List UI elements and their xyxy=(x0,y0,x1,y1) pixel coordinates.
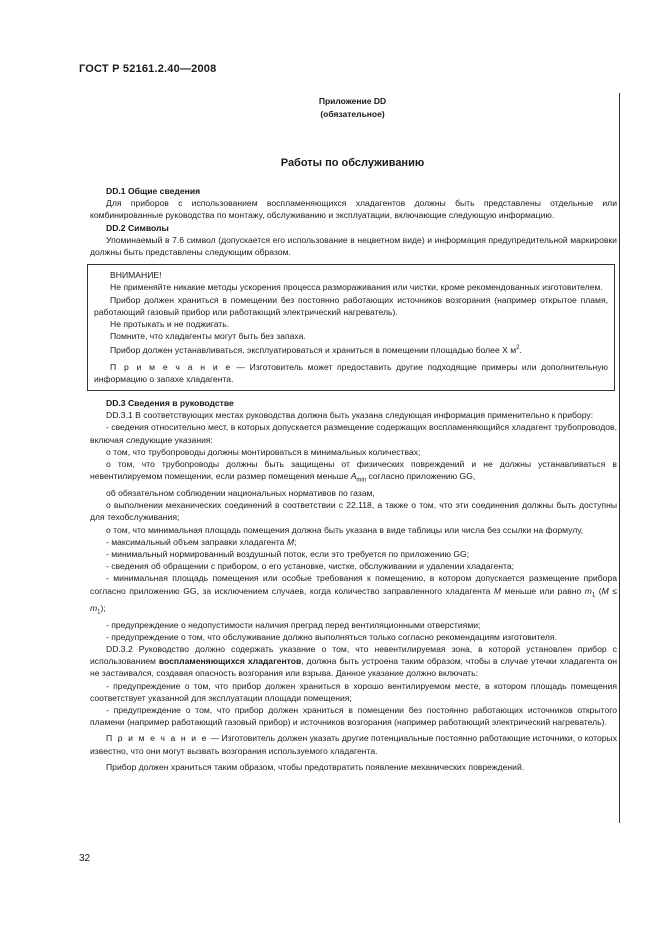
page-title: Работы по обслуживанию xyxy=(280,157,425,169)
appendix-label: Приложение DD xyxy=(318,96,387,106)
warning-line xyxy=(94,342,608,356)
dd3-symbol: M xyxy=(286,536,295,547)
dd1-paragraph: Для приборов с использованием воспламеняющихся хладагентов должны быть представлены отдельные или комбинированные руководства по монтажу, обслуживанию и эксплуатации, включающие следующую информацию. xyxy=(90,198,617,221)
dd3-paragraph: об обязательном соблюдении национальных нормативов по газам, xyxy=(106,488,375,499)
warning-title: ВНИМАНИЕ! xyxy=(110,270,162,281)
dd3-text: согласно приложению GG, xyxy=(366,471,476,482)
warning-line: Не протыкать и не поджигать. xyxy=(110,319,230,330)
dd3-paragraph: - предупреждение о том, что прибор должен храниться в помещении без постоянно работающих источников открытого пламени (например работающий газовый прибор) и источников возгорания (например работающий электрический нагреватель). xyxy=(90,704,617,728)
dd3-subscript: 1 xyxy=(97,609,101,616)
appendix-status: (обязательное) xyxy=(320,109,385,119)
note-label: П р и м е ч а н и е xyxy=(106,733,209,744)
warning-box xyxy=(87,264,615,391)
dd3-text: DD.3.2 Руководство должно содержать указание о том, что невентилируемая зона, в которой установлен прибор с использованием xyxy=(90,643,617,667)
dd3-subscript: 1 xyxy=(591,592,596,599)
dd3-text: ≤ xyxy=(608,585,617,596)
dd3-text: ; xyxy=(294,536,297,547)
page-number: 32 xyxy=(79,853,91,864)
dd3-paragraph: о выполнении механических соединений в соответствии с 22.118, а также о том, что эти соединения должны быть доступны для техобслуживания; xyxy=(90,500,617,523)
dd3-paragraph: о том, что минимальная площадь помещения должна быть указана в виде таблицы или числа без ссылки на формулу, xyxy=(106,524,584,535)
warning-line-text: Прибор должен устанавливаться, эксплуатироваться и храниться в помещении площадью более X м xyxy=(110,345,517,356)
warning-note xyxy=(94,361,608,385)
note-text: — Изготовитель должен указать другие потенциальные постоянно работающие источники, о которых известно, что они могут вызвать возгорания используемого хладагента. xyxy=(90,733,617,756)
dd3-paragraph: - сведения относительно мест, в которых допускается размещение содержащих воспламеняющийся хладагент трубопроводов, включая следующие указания: xyxy=(90,422,617,445)
dd3-symbol: A xyxy=(350,471,357,482)
dd3-paragraph: - предупреждение о недопустимости наличия преград перед вентиляционными отверстиями; xyxy=(106,619,481,630)
section-heading-dd1: DD.1 Общие сведения xyxy=(106,186,201,196)
dd3-paragraph: - предупреждение о том, что прибор должен храниться в хорошо вентилируемом месте, в котором площадь помещения соответствует указанной для эксплуатации площади помещения; xyxy=(90,680,617,703)
section-heading-dd3: DD.3 Сведения в руководстве xyxy=(106,397,234,408)
dd3-note xyxy=(90,732,617,756)
note-text: — Изготовитель может предоставить другие подходящие примеры или дополнительную информацию о запахе хладагента. xyxy=(94,361,609,384)
dd3-paragraph: Прибор должен храниться таким образом, чтобы предотвратить появление механических повреждений. xyxy=(106,761,525,772)
document-body xyxy=(90,185,617,773)
section-heading-dd2: DD.2 Символы xyxy=(106,222,169,233)
dd3-paragraph xyxy=(90,458,617,487)
dd3-paragraph xyxy=(90,536,617,548)
dd3-text: ( xyxy=(595,585,602,596)
dd3-symbol: m xyxy=(584,585,592,596)
dd3-paragraph: - минимальный нормированный воздушный поток, если это требуется по приложению GG; xyxy=(106,549,470,560)
dd3-bold-text: воспламеняющихся хладагентов xyxy=(158,656,302,667)
dd3-text: меньше или равно xyxy=(501,585,585,596)
note-label: П р и м е ч а н и е xyxy=(110,361,232,372)
warning-line: Не применяйте никакие методы ускорения процесса размораживания или чистки, кроме рекомендованных изготовителем. xyxy=(110,282,603,293)
warning-line: Помните, что хладагенты могут быть без запаха. xyxy=(110,331,306,342)
warning-line-end: . xyxy=(519,345,522,356)
dd3-paragraph: о том, что трубопроводы должны монтироваться в минимальных количествах; xyxy=(106,446,421,457)
dd3-text: - минимальная площадь помещения или особые требования к помещению, в котором допускается размещение прибора согласно приложению GG, за исключением случаев, когда количество заправленного хладагента xyxy=(90,573,617,596)
dd3-symbol: m xyxy=(90,602,98,613)
dd3-text: - максимальный объем заправки хладагента xyxy=(106,536,287,547)
dd3-text: ); xyxy=(100,602,106,613)
dd3-paragraph xyxy=(90,643,617,680)
dd3-paragraph: - сведения об обращении с прибором, о его установке, чистке, обслуживании и удалении хладагента; xyxy=(106,561,515,572)
dd3-subscript: min xyxy=(356,477,367,484)
dd3-paragraph: DD.3.1 В соответствующих местах руководства должна быть указана следующая информация применительно к прибору: xyxy=(106,410,594,421)
warning-line: Прибор должен храниться в помещении без постоянно работающих источников возгорания (например открытое пламя, работающий газовый прибор или работающий электрический нагреватель). xyxy=(94,294,608,317)
dd3-text: о том, что трубопроводы должны быть защищены от физических повреждений и не должны устанавливаться в невентилируемом помещении, если размер помещения меньше xyxy=(90,458,617,482)
document-header: ГОСТ Р 52161.2.40—2008 xyxy=(79,63,217,75)
dd3-paragraph: - предупреждение о том, что обслуживание должно выполняться только согласно рекомендациям изготовителя. xyxy=(106,631,557,642)
dd3-paragraph xyxy=(90,572,617,618)
margin-rule xyxy=(619,93,620,823)
dd3-text: , должна быть устроена таким образом, чтобы в случае утечки хладагента он не застаивался, создавая опасность возгорания или взрыва. Данное указание должно включать: xyxy=(90,656,617,679)
warning-line-sup: 2 xyxy=(516,345,520,352)
dd3-symbol: M xyxy=(601,585,609,596)
dd2-paragraph: Упоминаемый в 7.6 символ (допускается его использование в нецветном виде) и информация предупредительной маркировки должны быть представлены следующим образом. xyxy=(90,234,617,258)
dd3-symbol: M xyxy=(493,585,502,596)
